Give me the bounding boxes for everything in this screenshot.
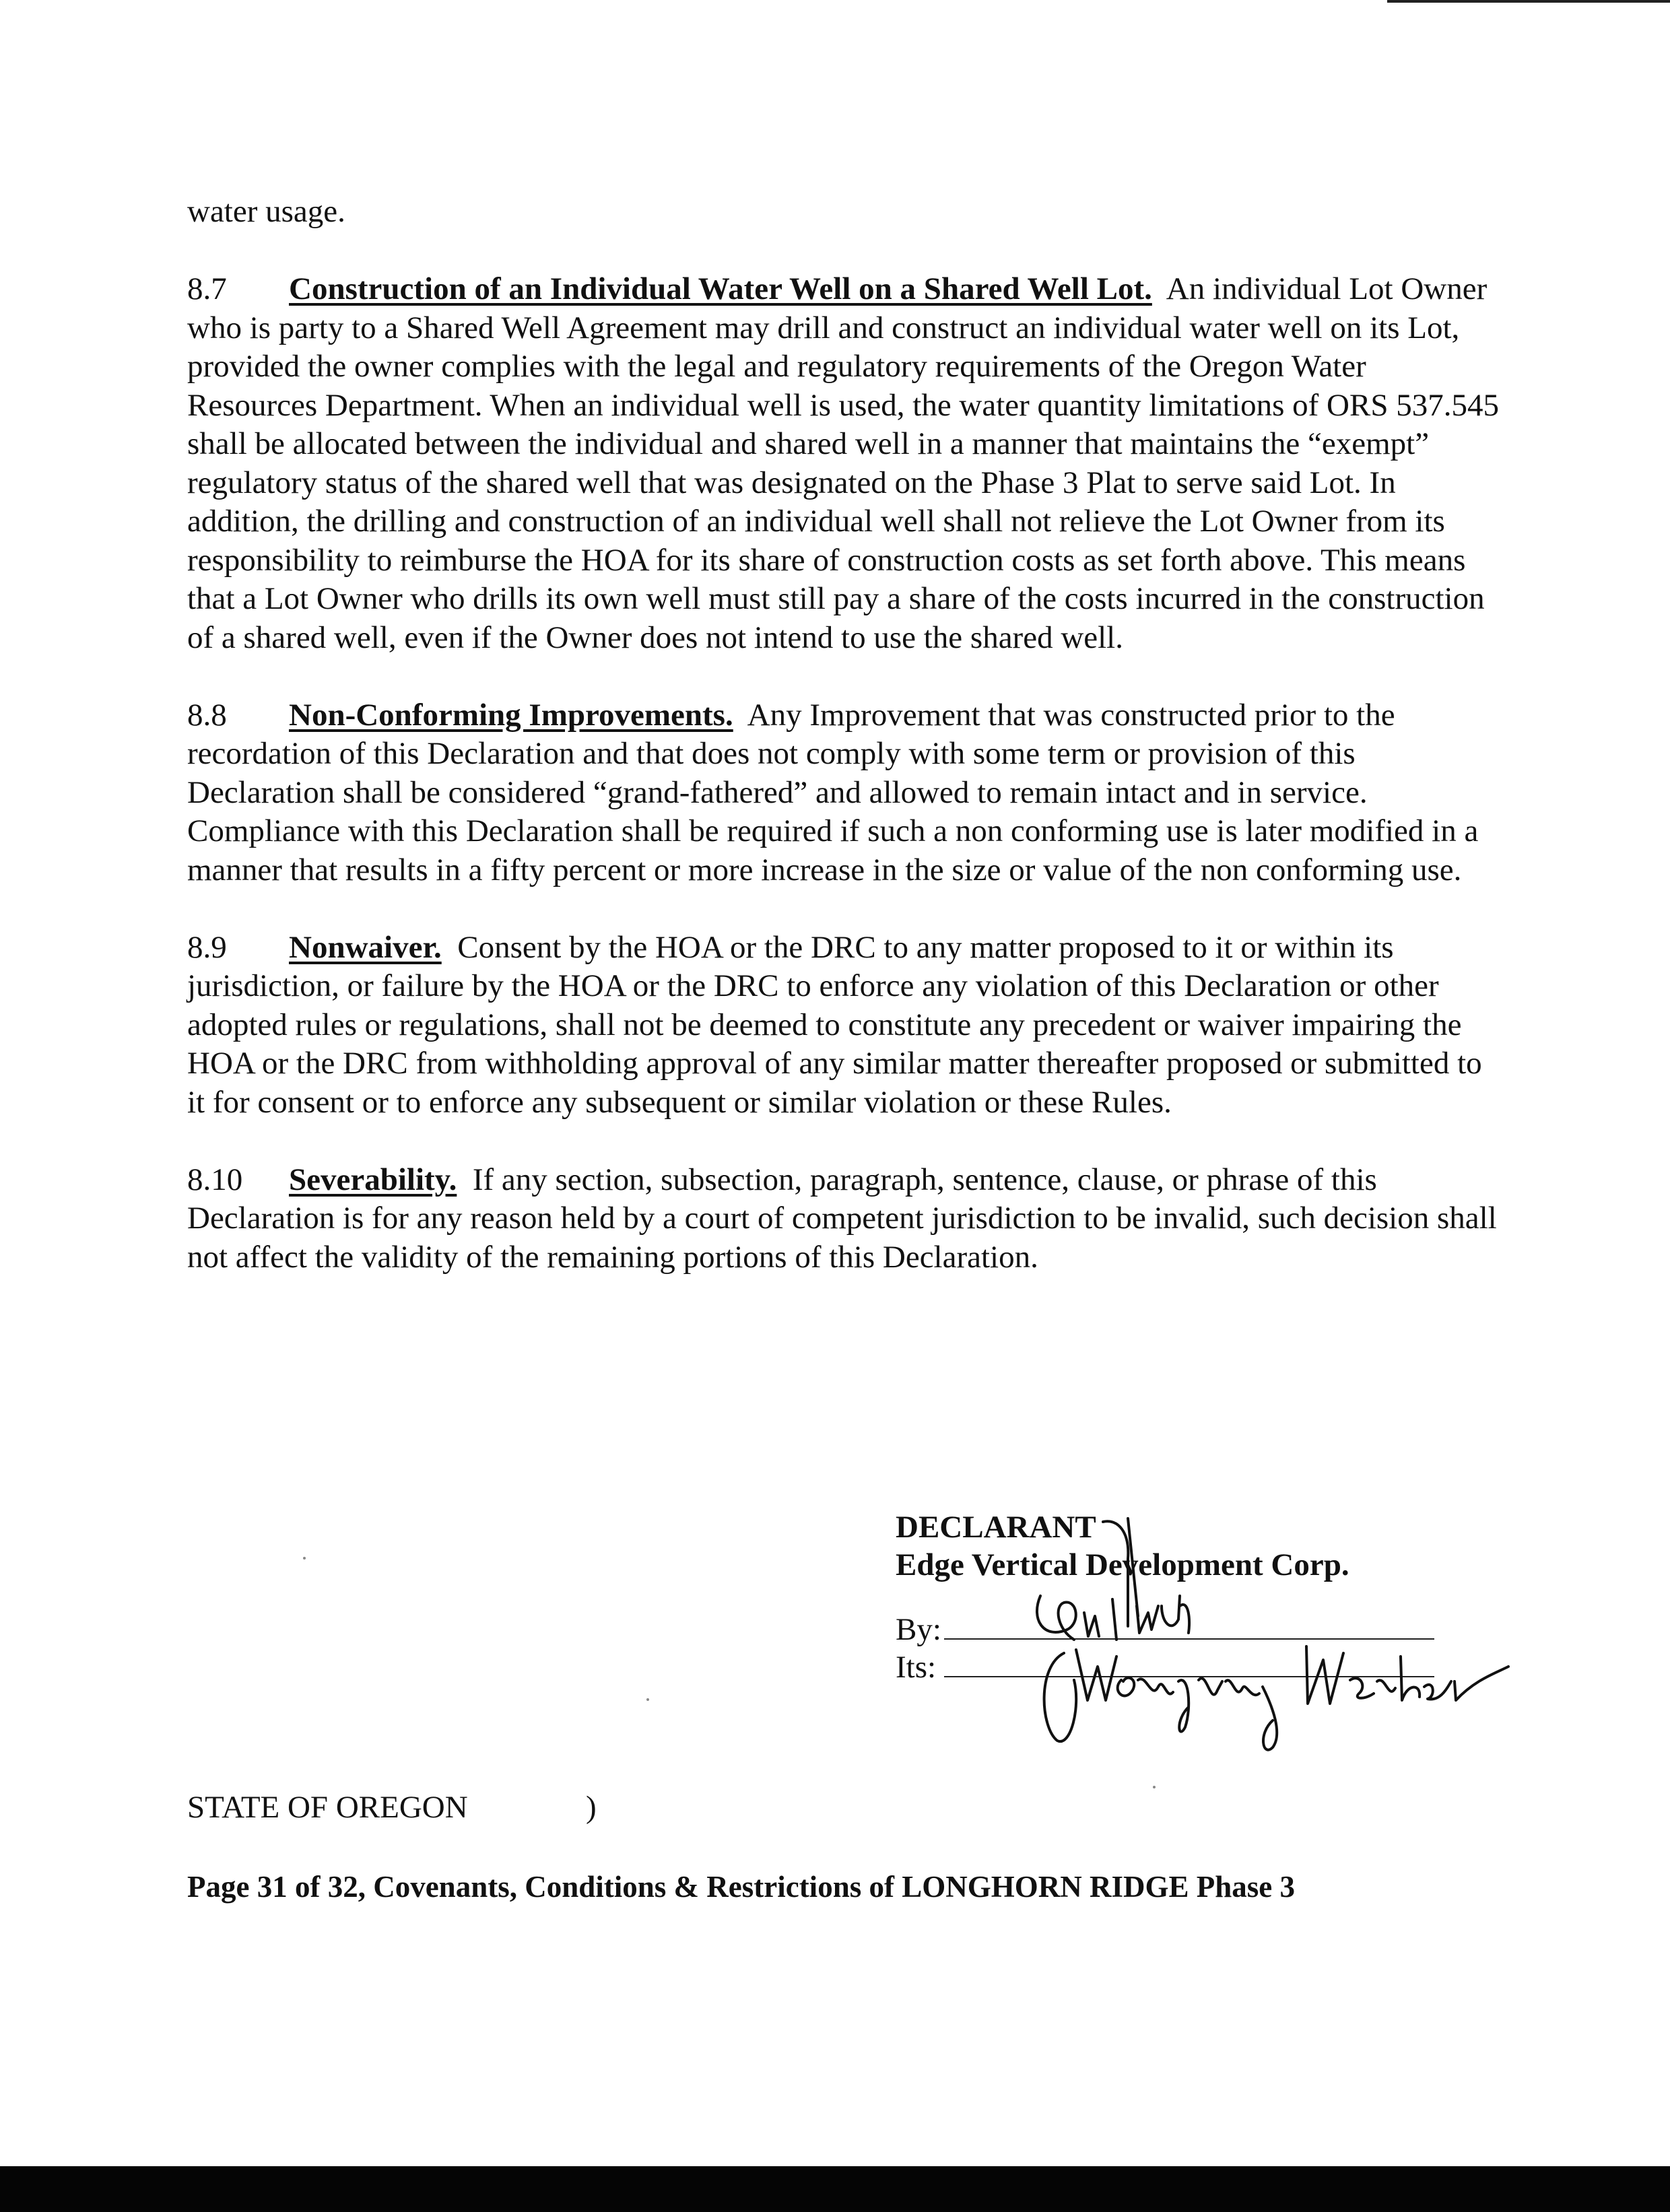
section-body: Any Improvement that was constructed prior to the recordation of this Declaration and that does not comply with some term or provision of this Declaration shall be considered “grand-fathered” and allowed to remain intact and in service. Compliance with this Declaration shall be required if such a non conforming use is later modified in a manner that results in a fifty percent or more increase in the size or value of the non conforming use.: [187, 697, 1479, 887]
section-number: 8.7: [187, 271, 227, 306]
company-name: Edge Vertical Development Corp.: [896, 1547, 1349, 1582]
scan-speck: [303, 1557, 306, 1560]
its-label: Its:: [896, 1650, 937, 1685]
scan-speck: [1153, 1786, 1156, 1788]
section-body: Consent by the HOA or the DRC to any matter proposed to it or within its jurisdiction, or failure by the HOA or the DRC to enforce any violation of this Declaration or other adopted rules or regulations, shall not be deemed to constitute any precedent or waiver impairing the HOA or the DRC from withholding approval of any similar matter thereafter proposed or submitted to it for consent or to enforce any subsequent or similar violation or these Rules.: [187, 929, 1482, 1120]
scan-speck: [646, 1698, 649, 1701]
declarant-heading: DECLARANT: [896, 1510, 1096, 1545]
scan-bottom-edge: [0, 2166, 1670, 2212]
section-number: 8.8: [187, 697, 227, 733]
section-number: 8.9: [187, 929, 227, 965]
page-footer: Page 31 of 32, Covenants, Conditions & Restrictions of LONGHORN RIDGE Phase 3: [187, 1870, 1296, 1904]
section-8-8: [187, 696, 1500, 890]
handwritten-signature: [956, 1505, 1515, 1788]
top-edge-rule: [1387, 0, 1670, 3]
section-8-9: [187, 929, 1500, 1122]
notary-paren: ): [586, 1790, 597, 1825]
section-title: Non-Conforming Improvements.: [289, 697, 733, 733]
notary-state: STATE OF OREGON: [187, 1790, 468, 1825]
section-8-10: [187, 1161, 1500, 1277]
section-title: Severability.: [289, 1162, 457, 1197]
by-label: By:: [896, 1612, 941, 1647]
continuation-text: water usage.: [187, 194, 345, 229]
section-body: An individual Lot Owner who is party to a Shared Well Agreement may drill and construct an individual water well on its Lot, provided the owner complies with the legal and regulatory requirements of the Oregon Water Resources Department. When an individual well is used, the water quantity limitations of ORS 537.545 shall be allocated between the individual and shared well in a manner that maintains the “exempt” regulatory status of the shared well that was designated on the Phase 3 Plat to serve said Lot. In addition, the drilling and construction of an individual well shall not relieve the Lot Owner from its responsibility to reimburse the HOA for its share of construction costs as set forth above. This means that a Lot Owner who drills its own well must still pay a share of the costs incurred in the construction of a shared well, even if the Owner does not intend to use the shared well.: [187, 271, 1499, 655]
section-8-7: [187, 270, 1500, 657]
document-body: [187, 193, 1500, 1316]
section-title: Nonwaiver.: [289, 929, 442, 965]
section-number: 8.10: [187, 1162, 243, 1197]
section-body: If any section, subsection, paragraph, sentence, clause, or phrase of this Declaration is for any reason held by a court of competent jurisdiction to be invalid, such decision shall not affect the validity of the remaining portions of this Declaration.: [187, 1162, 1497, 1275]
section-title: Construction of an Individual Water Well on a Shared Well Lot.: [289, 271, 1152, 306]
